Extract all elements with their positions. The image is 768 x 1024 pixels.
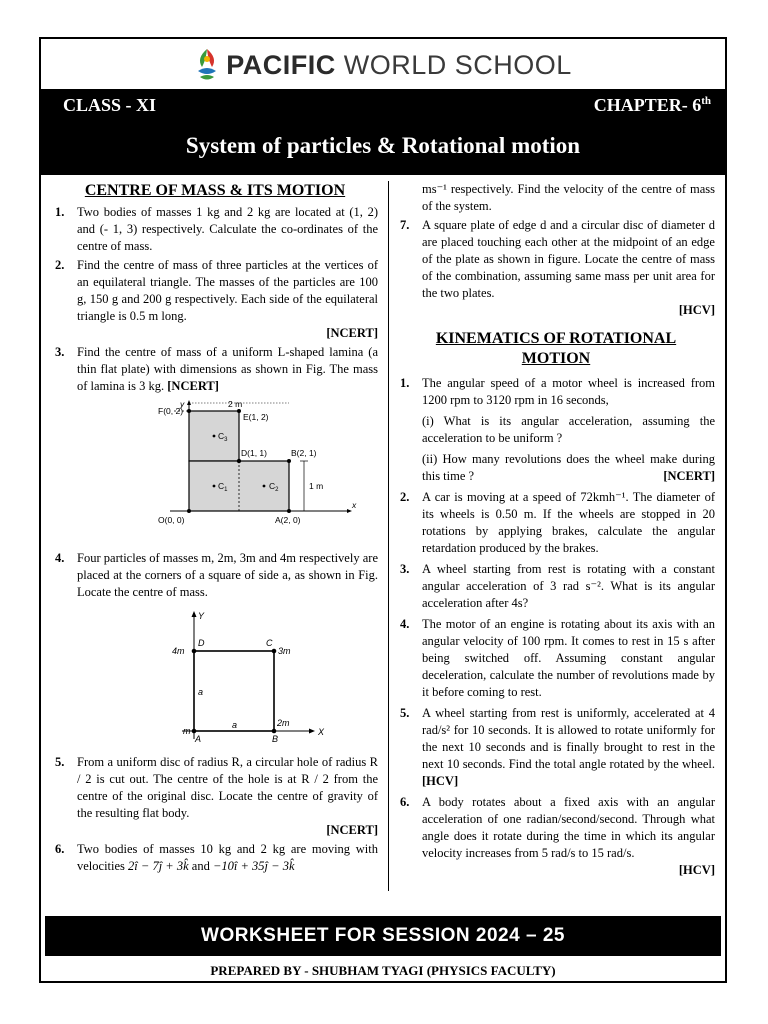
question-com-1: [52, 204, 378, 255]
source-tag: [NCERT]: [663, 469, 715, 483]
question-kin-4: [397, 616, 715, 701]
fig-l-c2-label: $C_2$: [269, 481, 279, 493]
fig-l-point-a: A(2, 0): [275, 515, 301, 525]
sub-question-ii: (ii) How many revolutions does the wheel make during this time ? [NCERT]: [422, 452, 715, 483]
question-com-5: [52, 754, 378, 839]
question-number: 3.: [400, 562, 410, 576]
question-text: ms⁻¹ respectively. Find the velocity of the centre of mass of the system.: [422, 182, 715, 213]
question-com-6: [52, 841, 378, 875]
section-heading-com: CENTRE OF MASS & ITS MOTION: [84, 182, 346, 199]
fig-sq-corner-c: C: [266, 638, 273, 648]
question-number: 5.: [400, 706, 410, 720]
source-tag: [NCERT]: [167, 379, 219, 393]
fig-sq-corner-b: B: [272, 734, 279, 744]
source-tag: [HCV]: [678, 863, 715, 877]
question-number: 2.: [400, 490, 410, 504]
question-number: 6.: [400, 795, 410, 809]
question-text: A square plate of edge d and a circular disc of diameter d are placed touching each other at the midpoint of an edge of the plate as shown in figure. Locate the centre of mass of the combination, assuming same mass per unit area for the two plates.: [422, 218, 715, 300]
question-text: Find the centre of mass of three particles at the vertices of an equilateral triangle. The masses of the particles are 100 g, 150 g and 200 g respectively. Each side of the equilateral triangle is 0.5 m long.: [77, 258, 378, 323]
question-text: A wheel starting from rest is uniformly, accelerated at 4 rad/s² for 10 seconds. It is allowed to rotate uniformly for the next 10 seconds and is finally brought to rest in the next 10 seconds. Find the total angle rotated by the wheel.: [422, 706, 715, 771]
question-com-2: [52, 257, 378, 342]
fig-sq-mass-4m: 4m: [172, 646, 185, 656]
question-kin-5: [397, 705, 715, 790]
question-number: 2.: [55, 258, 65, 272]
question-text: The angular speed of a motor wheel is increased from 1200 rpm to 3120 rpm in 16 seconds,: [422, 376, 715, 407]
fig-sq-mass-m: m: [183, 726, 191, 736]
header-banner: [41, 89, 725, 175]
question-text: Two bodies of masses 10 kg and 2 kg are moving with velocities: [77, 842, 378, 873]
source-tag: [NCERT]: [326, 823, 378, 837]
fig-l-point-e: E(1, 2): [243, 412, 269, 422]
question-text: Four particles of masses m, 2m, 3m and 4m respectively are placed at the corners of a square of side a, as shown in Fig. Locate the centre of mass.: [77, 551, 378, 599]
column-divider: [388, 181, 389, 891]
question-number: 4.: [55, 551, 65, 565]
worksheet-frame: [39, 37, 727, 983]
prepared-by-line: PREPARED BY - SHUBHAM TYAGI (PHYSICS FACULTY): [210, 963, 556, 978]
question-text: The motor of an engine is rotating about its axis with an angular velocity of 100 rpm. It comes to rest in 15 s after being switched off. Assuming constant angular deceleration, calculate the number of revolutions made by it before coming to rest.: [422, 617, 715, 699]
left-column: [52, 181, 378, 877]
question-com-3: [52, 344, 378, 395]
question-number: 3.: [55, 345, 65, 359]
fig-sq-side-left: a: [198, 687, 204, 697]
question-kin-1: [397, 375, 715, 485]
fig-sq-x-label: X: [318, 727, 325, 737]
square-outline: [194, 651, 274, 731]
question-number: 6.: [55, 842, 65, 856]
fig-sq-mass-3m: 3m: [278, 646, 291, 656]
question-text: A wheel starting from rest is rotating with a constant angular acceleration of 3 rad s⁻². What is its angular acceleration after 4s?: [422, 562, 715, 610]
question-kin-2: [397, 489, 715, 557]
section-heading-line-1: KINEMATICS OF ROTATIONAL: [435, 330, 677, 347]
l-shaped-lamina-figure: [52, 399, 378, 541]
page-title: System of particles & Rotational motion: [185, 133, 581, 158]
question-com-7: [397, 217, 715, 319]
question-number: 1.: [55, 205, 65, 219]
question-kin-6: [397, 794, 715, 879]
section-heading-kinematics: [397, 329, 715, 369]
section-heading-line-2: MOTION: [521, 350, 591, 367]
question-number: 1.: [400, 376, 410, 390]
question-number: 7.: [400, 218, 410, 232]
fig-l-point-b: B(2, 1): [291, 448, 317, 458]
question-text: Two bodies of masses 1 kg and 2 kg are located at (1, 2) and (- 1, 3) respectively. Calculate the co-ordinates of the centre of mass.: [77, 205, 378, 253]
source-tag: [HCV]: [678, 303, 715, 317]
square-masses-figure: [52, 605, 378, 745]
class-label: CLASS - XI: [63, 95, 157, 115]
right-column: [397, 181, 715, 881]
fig-l-width-label: 2 m: [228, 399, 243, 409]
velocity-vector-2: −10î + 35ĵ − 3k̂: [212, 859, 295, 873]
velocity-vector-1: 2î − 7ĵ + 3k̂: [128, 859, 189, 873]
question-com-6-continued: [397, 181, 715, 215]
fig-l-point-f: F(0, 2): [158, 406, 184, 416]
fig-sq-mass-2m: 2m: [277, 718, 290, 728]
fig-l-c1-label: $C_1$: [218, 481, 228, 493]
source-tag: [NCERT]: [326, 326, 378, 340]
fig-sq-y-label: Y: [198, 611, 205, 621]
question-number: 5.: [55, 755, 65, 769]
question-text: Find the centre of mass of a uniform L-shaped lamina (a thin flat plate) with dimensions as shown in Fig. The mass of lamina is 3 kg.: [77, 345, 378, 393]
fig-l-x-label: x: [352, 500, 357, 510]
fig-l-point-d: D(1, 1): [241, 448, 267, 458]
question-text: A car is moving at a speed of 72kmh⁻¹. The diameter of its wheels is 0.50 m. If the wheels are stopped in 20 rotations by applying brakes, calculate the angular retardation produced by the brakes.: [422, 490, 715, 555]
question-text: From a uniform disc of radius R, a circular hole of radius R / 2 is cut out. The centre of the hole is at R / 2 from the centre of the original disc. Locate the centre of gravity of the resulting flat body.: [77, 755, 378, 820]
school-name-rest: WORLD SCHOOL: [343, 49, 572, 80]
chapter-suffix: th: [701, 95, 711, 107]
fig-l-point-o: O(0, 0): [158, 515, 185, 525]
fig-l-y-label: y: [180, 399, 185, 409]
school-logo: [41, 43, 725, 87]
fig-sq-side-bottom: a: [232, 720, 238, 730]
fig-sq-corner-d: D: [198, 638, 205, 648]
source-tag: [HCV]: [422, 774, 459, 788]
chapter-label: [594, 95, 711, 116]
question-com-4: [52, 550, 378, 601]
fig-l-height-label: 1 m: [309, 481, 324, 491]
question-number: 4.: [400, 617, 410, 631]
session-footer-bar: WORKSHEET FOR SESSION 2024 – 25: [45, 916, 721, 956]
school-name-bold: PACIFIC: [226, 49, 336, 80]
fig-sq-corner-a: A: [195, 734, 202, 744]
question-kin-3: [397, 561, 715, 612]
question-text: A body rotates about a fixed axis with an angular acceleration of one radian/second/second. Through what angle does it rotate during the time in which its angular velocity increases from 5 rad/s to 15 rad/s.: [422, 795, 715, 860]
fig-l-c3-label: $C_3$: [218, 431, 228, 443]
school-emblem-icon: [194, 47, 220, 83]
conjunction-text: and: [191, 859, 210, 873]
chapter-text: CHAPTER- 6: [593, 95, 702, 115]
sub-question-i: (i) What is its angular acceleration, assuming the acceleration to be uniform ?: [422, 414, 715, 445]
